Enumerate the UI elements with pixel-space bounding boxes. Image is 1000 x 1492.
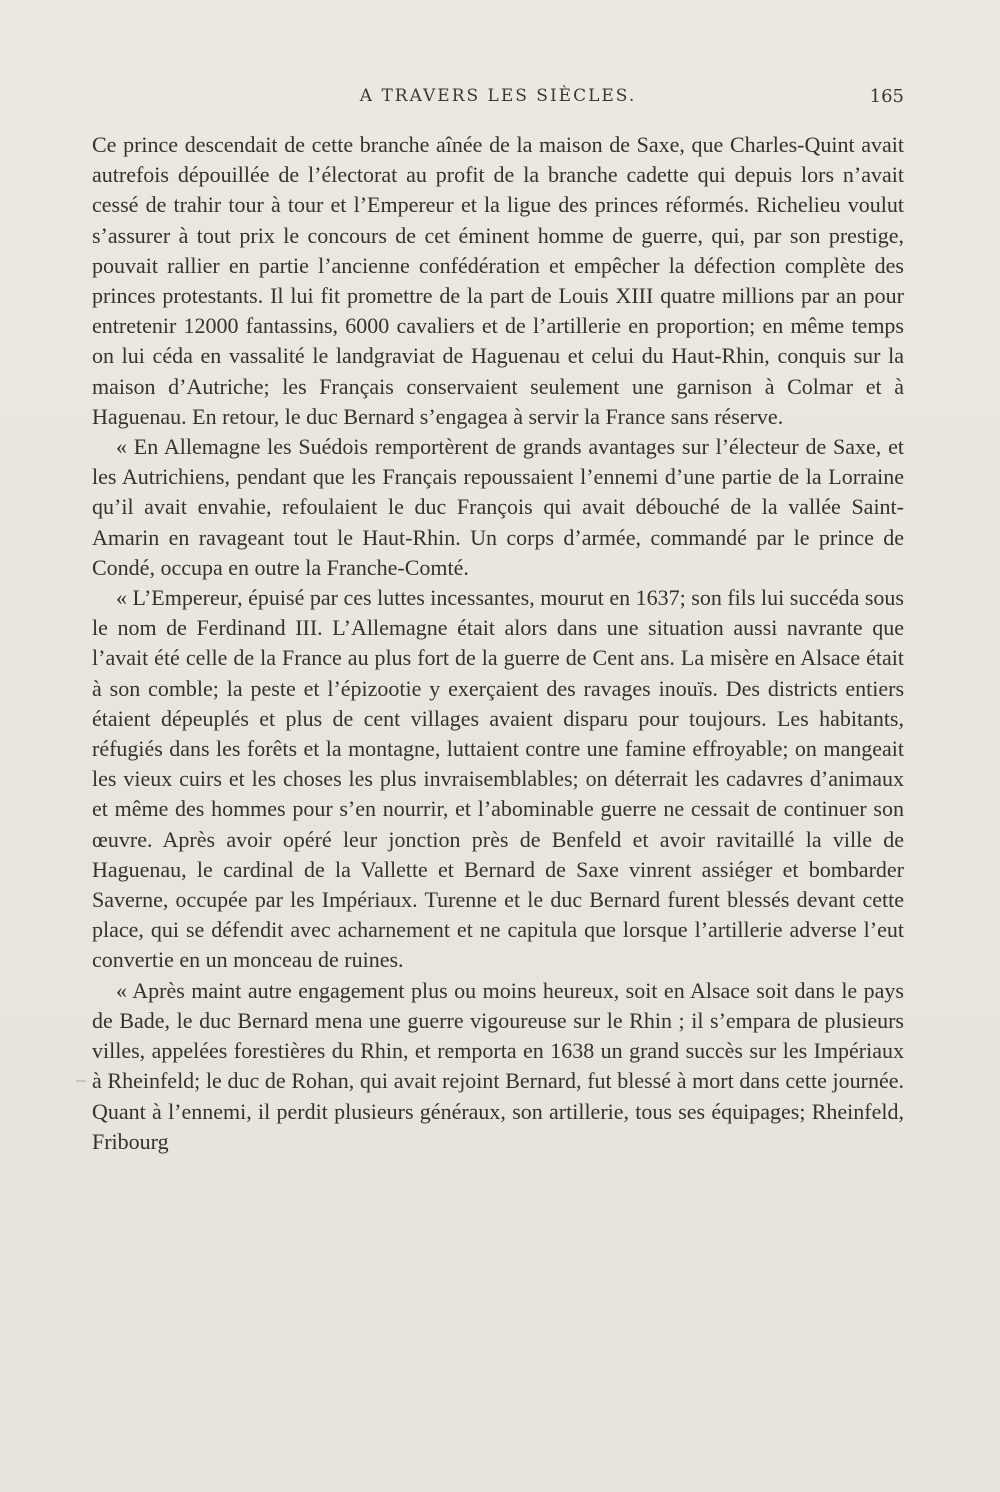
- body-text: [92, 130, 904, 1157]
- page-header: [92, 86, 904, 116]
- margin-mark: [76, 1080, 86, 1082]
- page-number: 165: [869, 86, 904, 107]
- paragraph: Ce prince descendait de cette branche aînée de la maison de Saxe, que Charles-Quint avait autrefois dépouillée de l’électorat au profit de la branche cadette qui depuis lors n’avait cessé de trahir tour à tour et l’Empereur et la ligue des princes réformés. Richelieu voulut s’assurer à tout prix le concours de cet éminent homme de guerre, qui, par son prestige, pouvait rallier en partie l’ancienne confédération et empêcher la défection complète des princes protestants. Il lui fit promettre de la part de Louis XIII quatre millions par an pour entretenir 12000 fantassins, 6000 cavaliers et de l’artillerie en proportion; en même temps on lui céda en vassalité le landgraviat de Haguenau et celui du Haut-Rhin, conquis sur la maison d’Autriche; les Français conservaient seulement une garnison à Colmar et à Haguenau. En retour, le duc Bernard s’engagea à servir la France sans réserve.: [92, 132, 904, 429]
- paragraph: « Après maint autre engagement plus ou moins heureux, soit en Alsace soit dans le pays de Bade, le duc Bernard mena une guerre vigoureuse sur le Rhin ; il s’empara de plusieurs villes, appelées forestières du Rhin, et remporta en 1638 un grand succès sur les Impériaux à Rheinfeld; le duc de Rohan, qui avait rejoint Bernard, fut blessé à mort dans cette journée. Quant à l’ennemi, il perdit plusieurs généraux, son artillerie, tous ses équipages; Rheinfeld, Fribourg: [92, 977, 904, 1154]
- paragraph: « En Allemagne les Suédois remportèrent de grands avantages sur l’électeur de Saxe, et les Autrichiens, pendant que les Français repoussaient l’ennemi d’une partie de la Lorraine qu’il avait envahie, refoulaient le duc François qui avait débouché de la vallée Saint-Amarin en ravageant tout le Haut-Rhin. Un corps d’armée, commandé par le prince de Condé, occupa en outre la Franche-Comté.: [92, 434, 904, 580]
- running-title: A TRAVERS LES SIÈCLES.: [359, 86, 637, 106]
- paragraph: « L’Empereur, épuisé par ces luttes incessantes, mourut en 1637; son fils lui succéda sous le nom de Ferdinand III. L’Allemagne était alors dans une situation aussi navrante que l’avait été celle de la France au plus fort de la guerre de Cent ans. La misère en Alsace était à son comble; la peste et l’épizootie y exerçaient des ravages inouïs. Des districts entiers étaient dépeuplés et plus de cent villages avaient disparu pour toujours. Les habitants, réfugiés dans les forêts et la montagne, luttaient contre une famine effroyable; on mangeait les vieux cuirs et les choses les plus invraisemblables; on déterrait les cadavres d’animaux et même des hommes pour s’en nourrir, et l’abominable guerre ne cessait de continuer son œuvre. Après avoir opéré leur jonction près de Benfeld et avoir ravitaillé la ville de Haguenau, le cardinal de la Vallette et Bernard de Saxe vinrent assiéger et bombarder Saverne, occupée par les Impériaux. Turenne et le duc Bernard furent blessés devant cette place, qui se défendit avec acharnement et ne capitula que lorsque l’artillerie adverse l’eut convertie en un monceau de ruines.: [92, 585, 904, 973]
